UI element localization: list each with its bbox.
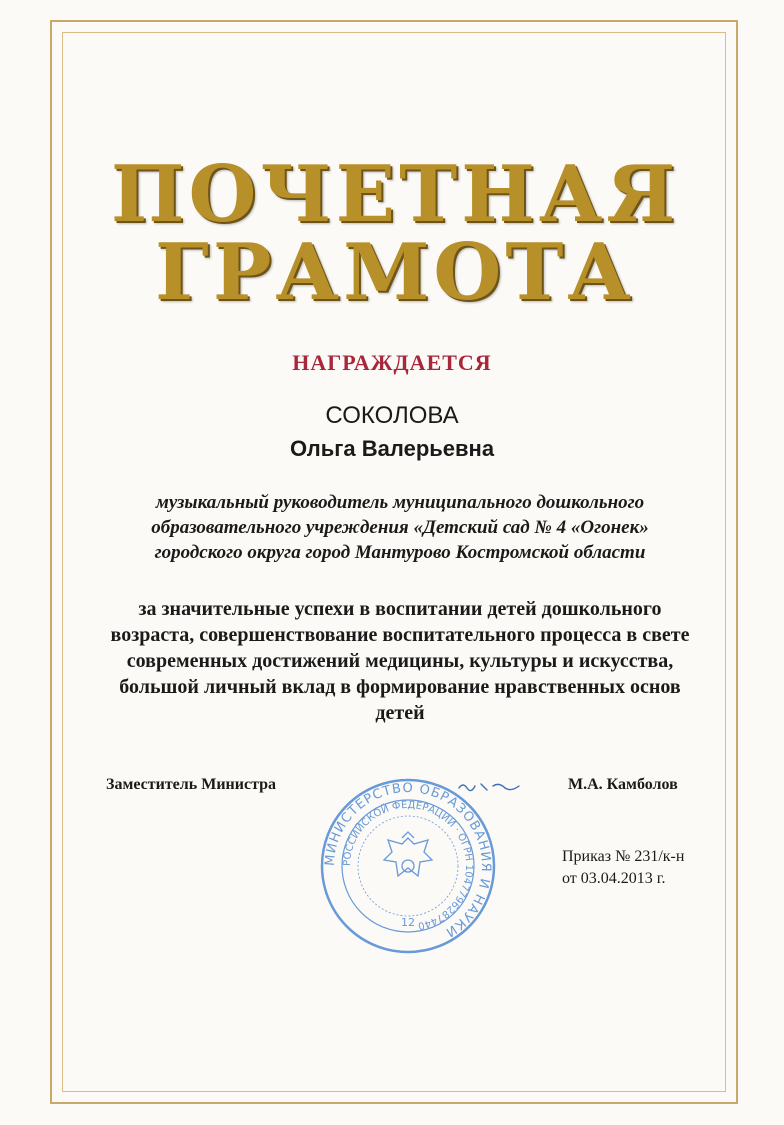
signatory-role: Заместитель Министра: [106, 776, 277, 793]
seal-inner-text: РОССИЙСКОЙ ФЕДЕРАЦИИ · ОГРН 1047796287440: [341, 799, 475, 932]
order-number: Приказ № 231/к-н: [562, 848, 685, 865]
awarded-label: НАГРАЖДАЕТСЯ: [292, 350, 492, 375]
recipient-given-names: Ольга Валерьевна: [289, 436, 495, 461]
recipient-surname: СОКОЛОВА: [325, 402, 459, 429]
reason-line: большой личный вклад в формирование нравственных основ: [119, 676, 681, 698]
order-date: от 03.04.2013 г.: [562, 870, 666, 887]
seal-outer-text: МИНИСТЕРСТВО ОБРАЗОВАНИЯ И НАУКИ: [322, 780, 494, 940]
eagle-emblem-icon: [384, 832, 432, 876]
svg-text:РОССИЙСКОЙ ФЕДЕРАЦИИ · ОГРН 10: [342, 800, 474, 931]
seal-number: 12: [401, 916, 415, 929]
reason-line: возраста, совершенствование воспитательного процесса в свете: [110, 624, 690, 646]
official-seal: [318, 776, 498, 956]
title-line-2: ГРАМОТА: [155, 227, 635, 318]
title-line-1: ПОЧЕТНАЯ: [110, 149, 680, 240]
award-reason: [100, 596, 700, 726]
signatory-name: М.А. Камболов: [568, 776, 678, 793]
position-line: музыкальный руководитель муниципального дошкольного: [155, 492, 645, 513]
reason-line: современных достижений медицины, культуры и искусства,: [126, 650, 674, 672]
order-reference: [562, 846, 684, 890]
position-line: образовательного учреждения «Детский сад № 4 «Огонек»: [151, 517, 649, 538]
position-line: городского округа город Мантурово Костромской области: [154, 542, 646, 563]
reason-line: детей: [375, 702, 425, 724]
recipient-position: [100, 490, 700, 565]
reason-line: за значительные успехи в воспитании детей дошкольного: [138, 598, 662, 620]
